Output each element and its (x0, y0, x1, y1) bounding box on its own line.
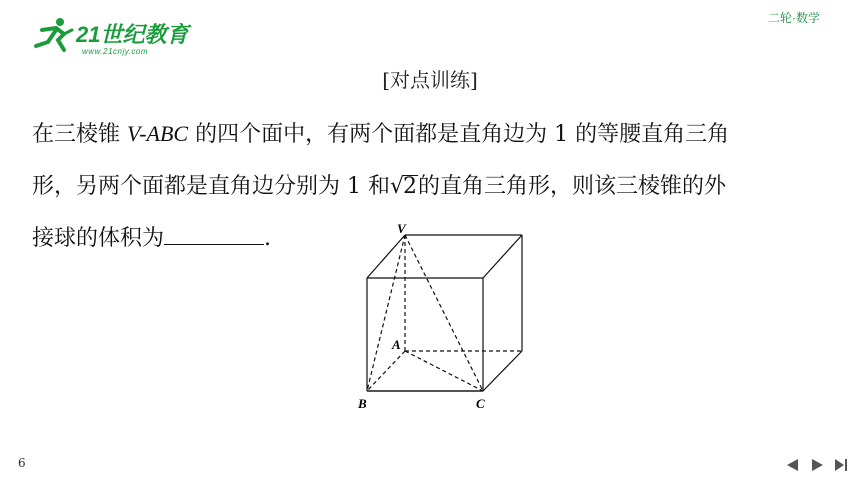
slide-navigation (784, 456, 850, 474)
prev-slide-button[interactable] (784, 456, 802, 474)
vertex-label-c: C (476, 396, 485, 411)
tetrahedron-in-cube-figure (350, 218, 540, 418)
cube-edge (483, 351, 522, 391)
sqrt-expression: √ 2 (390, 161, 418, 213)
triangle-right-icon (809, 457, 825, 473)
logo-brand-text: 21世纪教育 (76, 22, 189, 47)
tetra-edge-ac (405, 351, 483, 391)
runner-logo-icon (30, 16, 76, 56)
vertex-label-a: A (392, 337, 401, 352)
tetrahedron-name: V-ABC (127, 121, 189, 146)
problem-line-1: 在三棱锥 V-ABC 的四个面中，有两个面都是直角边为 1 的等腰直角三角 (32, 121, 730, 147)
skip-end-icon (833, 457, 849, 473)
logo (30, 14, 200, 64)
logo-url-text: www.21cnjy.com (82, 47, 148, 56)
radical-sign: √ (390, 174, 405, 199)
problem-line-3: 接球的体积为 . (32, 213, 832, 265)
vertex-label-v: V (397, 221, 406, 236)
tetra-edge-vb (367, 235, 405, 391)
hidden-edge (367, 351, 405, 391)
page-number: 6 (18, 456, 26, 470)
next-slide-button[interactable] (808, 456, 826, 474)
subject-label: 二轮·数学 (768, 11, 820, 25)
cube-edge (483, 235, 522, 278)
problem-line-2: 形，另两个面都是直角边分别为 1 和 √ 2的直角三角形，则该三棱锥的外 (32, 161, 832, 213)
section-title: [对点训练] (382, 68, 478, 92)
tetra-edge-vc (405, 235, 483, 391)
answer-blank[interactable] (164, 222, 264, 245)
vertex-label-b: B (358, 396, 367, 411)
triangle-left-icon (785, 457, 801, 473)
last-slide-button[interactable] (832, 456, 850, 474)
